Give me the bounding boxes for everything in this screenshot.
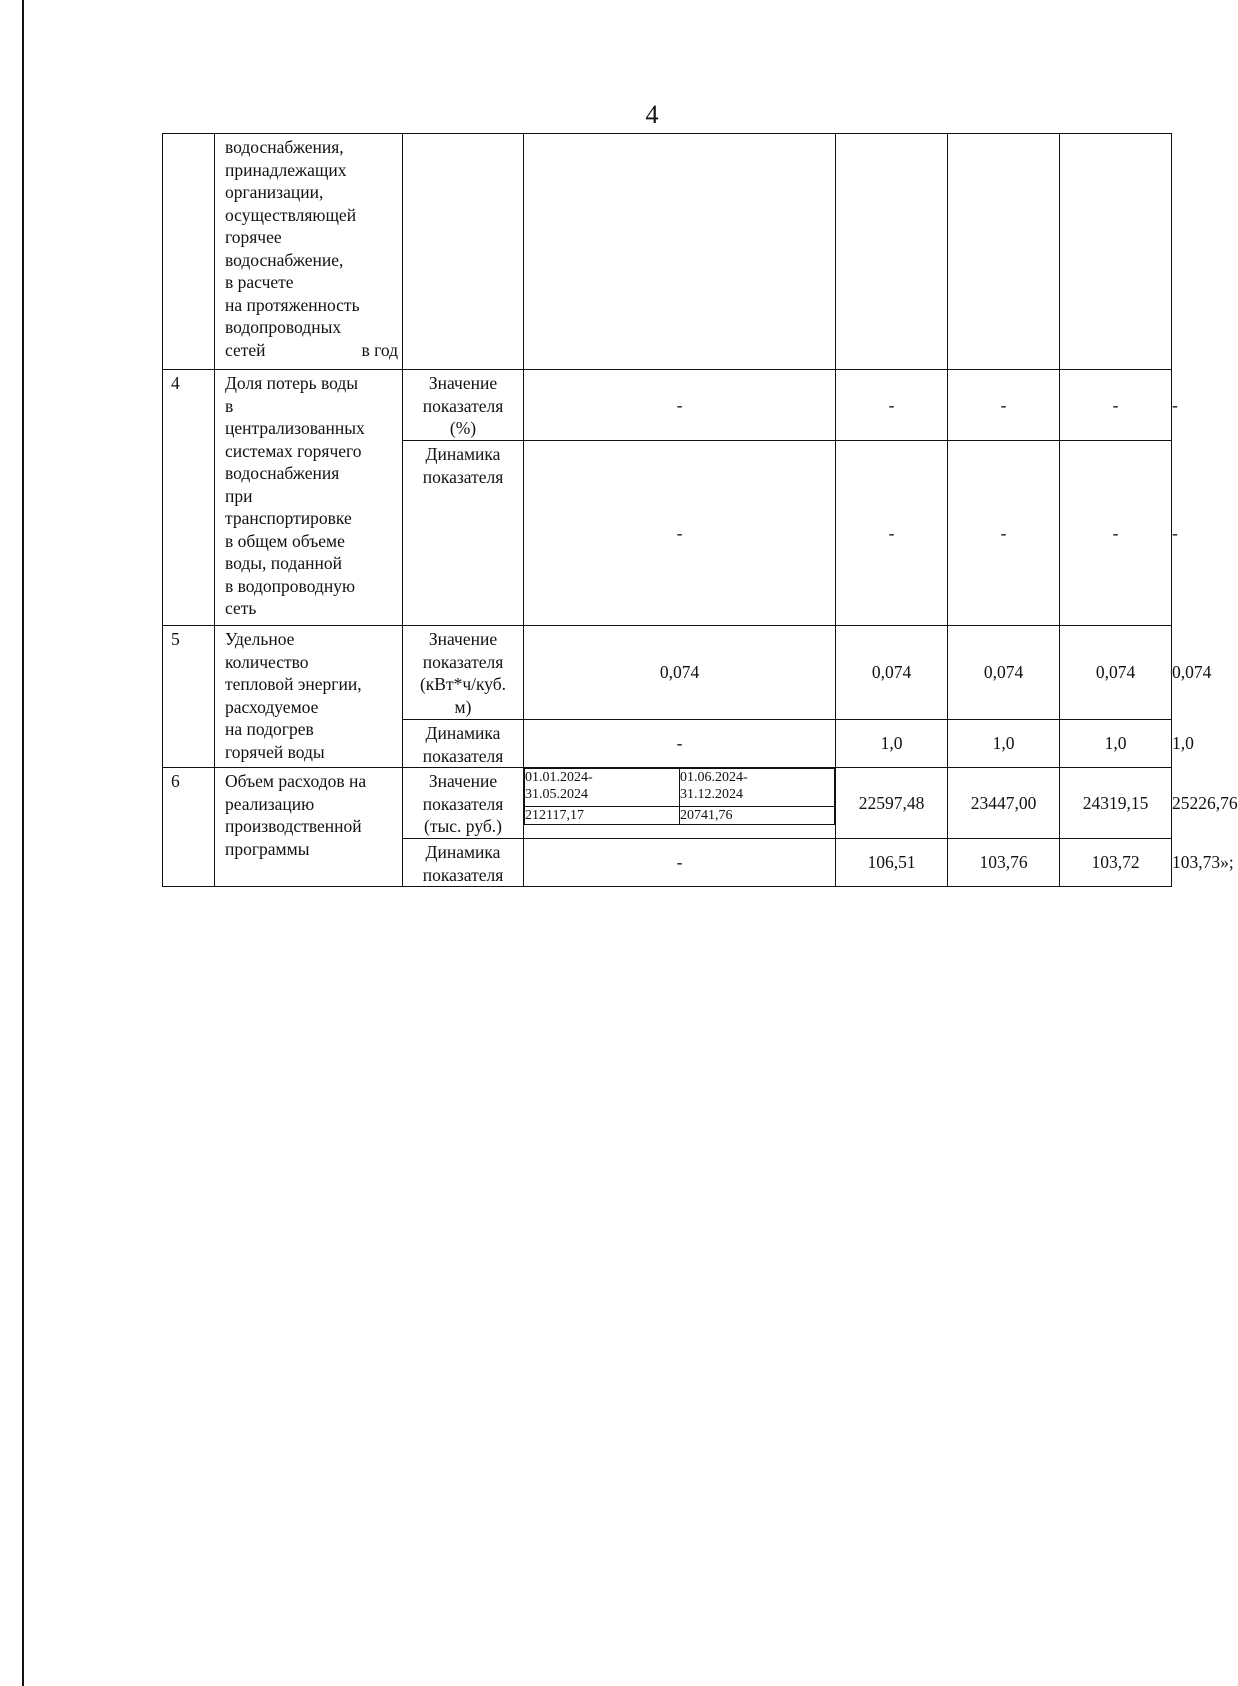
row6-indicator-line: Значение bbox=[428, 771, 498, 791]
row6-period1-start: 01.01.2024- bbox=[525, 770, 593, 785]
row5-dynamics-3: 1,0 bbox=[1060, 720, 1172, 768]
row5-indicator-line: (кВт*ч/куб. bbox=[419, 674, 507, 694]
table-row-3-continuation bbox=[163, 134, 1172, 370]
row6-period2-end: 31.12.2024 bbox=[680, 787, 743, 802]
row5-name-line: Удельное bbox=[225, 629, 295, 649]
row6-indicator-value bbox=[403, 768, 524, 839]
row6-name-line: реализацию bbox=[225, 793, 315, 814]
row6-period-table bbox=[524, 768, 835, 825]
row4-indicator-line: Значение bbox=[428, 373, 498, 393]
row5-indicator-line: Динамика bbox=[425, 723, 501, 743]
row6-name-line: производственной bbox=[225, 816, 362, 836]
row3-name-line: водоснабжения, bbox=[225, 137, 344, 157]
indicators-table bbox=[162, 133, 1238, 887]
row5-indicator-value bbox=[403, 626, 524, 720]
row6-indicator-dynamics bbox=[403, 839, 524, 887]
row5-base-value: 0,074 bbox=[524, 626, 836, 720]
row3-name-line: водопроводных bbox=[225, 317, 342, 337]
row4-name-line: в водопроводную bbox=[225, 575, 356, 596]
row4-value-1: - bbox=[836, 370, 948, 441]
row4-value-3: - bbox=[1060, 370, 1172, 441]
row6-dynamics-2: 103,76 bbox=[948, 839, 1060, 887]
row6-dynamics-3: 103,72 bbox=[1060, 839, 1172, 887]
row3-name-last-line bbox=[225, 339, 398, 362]
row5-base-dynamics: - bbox=[524, 720, 836, 768]
row4-name-cell bbox=[215, 370, 403, 626]
row6-indicator-line: Динамика bbox=[425, 842, 501, 862]
row5-indicator-line: показателя bbox=[422, 651, 504, 672]
table-row-6-value: 6 Объем расходов на реализацию производственной программы Значение показателя (тыс. руб.) 01.01.2024- 31.05.2024 01.06.2024- 31.12.2024 212117,17 20741,76 22597,48 23447,00 24319,15 25226,76 bbox=[163, 768, 1172, 839]
table-row-6-dynamics: Динамика показателя - 106,51 103,76 103,72 103,73»; bbox=[163, 839, 1172, 887]
row6-name-line: Объем расходов на bbox=[225, 771, 367, 791]
row6-value-3: 24319,15 bbox=[1060, 768, 1172, 839]
row6-period-split-cell bbox=[524, 768, 836, 839]
row3-num-cell bbox=[163, 134, 215, 370]
row4-name-line: в bbox=[225, 395, 234, 416]
row3-name-line: водоснабжение, bbox=[225, 249, 344, 270]
row6-indicator-line: показателя bbox=[422, 864, 504, 885]
row3-name-last-right: в год bbox=[361, 339, 398, 360]
row3-name-last-left: сетей bbox=[225, 339, 266, 360]
row4-name-line: централизованных bbox=[225, 418, 365, 438]
row5-value-2: 0,074 bbox=[948, 626, 1060, 720]
row4-indicator-line: показателя bbox=[422, 395, 504, 416]
row6-period-value-row bbox=[525, 807, 835, 825]
row3-name-line: принадлежащих bbox=[225, 159, 347, 180]
row4-name-line: при bbox=[225, 485, 253, 506]
row6-period-header-row bbox=[525, 769, 835, 807]
row6-period2-label bbox=[680, 769, 835, 807]
row6-period1-end: 31.05.2024 bbox=[525, 787, 588, 802]
row3-name-line: в расчете bbox=[225, 272, 294, 292]
page-number: 4 bbox=[645, 100, 659, 129]
row4-name-line: водоснабжения bbox=[225, 463, 340, 483]
row4-name-line: Доля потерь воды bbox=[225, 373, 359, 393]
row6-name-line: программы bbox=[225, 838, 310, 859]
row6-name-cell bbox=[215, 768, 403, 887]
row6-value-1: 22597,48 bbox=[836, 768, 948, 839]
row4-dynamics-2: - bbox=[948, 441, 1060, 626]
row5-name-line: расходуемое bbox=[225, 696, 319, 717]
row4-dynamics-1: - bbox=[836, 441, 948, 626]
row6-period1-label bbox=[525, 769, 680, 807]
table-row-5-dynamics: Динамика показателя - 1,0 1,0 1,0 1,0 bbox=[163, 720, 1172, 768]
row4-name-line: сеть bbox=[225, 598, 257, 618]
row6-base-dynamics: - bbox=[524, 839, 836, 887]
table-row-4-value: 4 Доля потерь воды в централизованных системах горячего водоснабжения при транспортировке в общем объеме воды, поданной в водопроводную сеть Значение показателя (%) - - - - - bbox=[163, 370, 1172, 441]
row6-dynamics-1: 106,51 bbox=[836, 839, 948, 887]
row3-name-line: организации, bbox=[225, 182, 324, 202]
row3-indicator-cell bbox=[403, 134, 524, 370]
row3-value-cell bbox=[1060, 134, 1172, 370]
page-left-border-line bbox=[22, 0, 24, 1686]
row4-name-line: в общем объеме bbox=[225, 530, 345, 551]
row6-period1-value: 212117,17 bbox=[525, 807, 680, 825]
row4-indicator-line: показателя bbox=[422, 466, 504, 487]
row6-value-2: 23447,00 bbox=[948, 768, 1060, 839]
row5-num: 5 bbox=[163, 626, 215, 768]
row4-indicator-line: Динамика bbox=[425, 444, 501, 464]
row4-indicator-line: (%) bbox=[449, 418, 477, 438]
row3-name-line: горячее bbox=[225, 227, 282, 247]
row5-value-3: 0,074 bbox=[1060, 626, 1172, 720]
row4-dynamics-3: - bbox=[1060, 441, 1172, 626]
row5-name-line: горячей воды bbox=[225, 741, 325, 762]
row5-dynamics-2: 1,0 bbox=[948, 720, 1060, 768]
row5-indicator-dynamics bbox=[403, 720, 524, 768]
row4-name-line: воды, поданной bbox=[225, 553, 342, 573]
row5-value-1: 0,074 bbox=[836, 626, 948, 720]
row3-name-line: осуществляющей bbox=[225, 204, 357, 225]
row3-name-cell bbox=[215, 134, 403, 370]
row4-indicator-value bbox=[403, 370, 524, 441]
row3-value-cell bbox=[836, 134, 948, 370]
row6-indicator-line: (тыс. руб.) bbox=[424, 816, 502, 836]
row3-value-cell bbox=[948, 134, 1060, 370]
row4-value-2: - bbox=[948, 370, 1060, 441]
row5-name-line: на подогрев bbox=[225, 719, 314, 739]
table-row-4-dynamics: Динамика показателя - - - - - bbox=[163, 441, 1172, 626]
row4-name-line: транспортировке bbox=[225, 508, 352, 528]
row5-indicator-line: м) bbox=[454, 696, 472, 717]
row5-indicator-line: Значение bbox=[428, 629, 498, 649]
row3-name-line: на протяженность bbox=[225, 294, 360, 315]
row5-name-line: количество bbox=[225, 651, 309, 672]
row5-indicator-line: показателя bbox=[422, 745, 504, 766]
row4-num: 4 bbox=[163, 370, 215, 626]
row4-base-value: - bbox=[524, 370, 836, 441]
row4-indicator-dynamics bbox=[403, 441, 524, 626]
row5-name-line: тепловой энергии, bbox=[225, 674, 362, 694]
row3-base-value-cell bbox=[524, 134, 836, 370]
row5-dynamics-1: 1,0 bbox=[836, 720, 948, 768]
row6-period2-value: 20741,76 bbox=[680, 807, 835, 825]
row5-name-cell bbox=[215, 626, 403, 768]
row4-base-dynamics: - bbox=[524, 441, 836, 626]
row4-name-line: системах горячего bbox=[225, 440, 362, 461]
row6-num: 6 bbox=[163, 768, 215, 887]
row6-period2-start: 01.06.2024- bbox=[680, 770, 748, 785]
row6-indicator-line: показателя bbox=[422, 793, 504, 814]
table-row-5-value: 5 Удельное количество тепловой энергии, расходуемое на подогрев горячей воды Значение показателя (кВт*ч/куб. м) 0,074 0,074 0,074 0,074 0,074 bbox=[163, 626, 1172, 720]
